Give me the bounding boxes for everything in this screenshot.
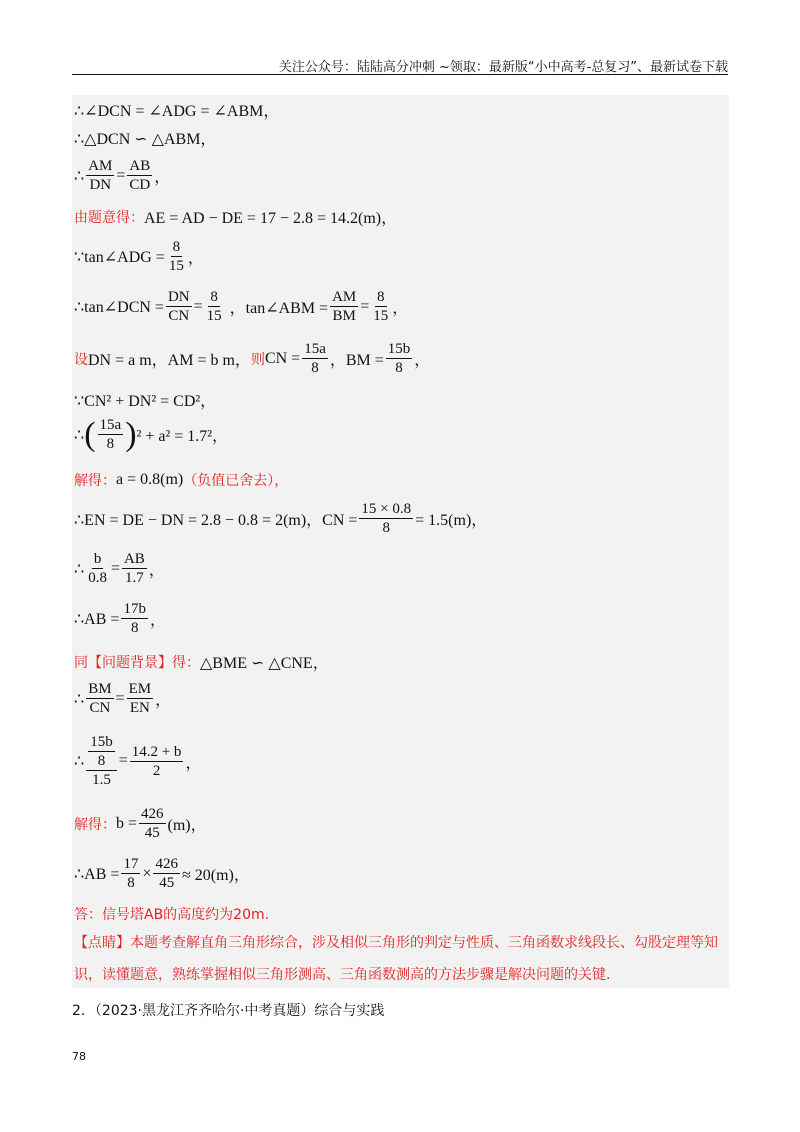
fraction: $\frac{14.2 + b}{2}$ [131,743,182,779]
therefore-symbol: ∴ [74,167,85,185]
header-rule [72,74,728,75]
step-set-variables: 设 DN = a m，AM = b m， 则 CN = $\frac{15a}{8}$ ，BM = $\frac{15b}{8}$ ， [74,341,431,376]
key-point-text: 本题考查解直角三角形综合，涉及相似三角形的判定与性质、三角函数求线段长、勾股定理等知识，读懂题意，熟练掌握相似三角形测高、三角函数测高的方法步骤是解决问题的关键. [74,935,718,983]
fraction: $\frac{8}{15}$ [168,239,184,274]
fraction: $\frac{426}{45}$ [141,806,164,841]
step-tan-equalities: ∴tan∠DCN = $\frac{DN}{CN}$ = $\frac{8}{15}$ ，tan∠ABM = $\frac{AM}{BM}$ = $\frac{8}{15}$ ， [74,289,409,324]
step-similar-triangles: ∴△DCN ∽ △ABM， [74,131,217,148]
fraction: $\frac{AB}{1.7}$ [123,551,145,586]
fraction: $\frac{AM}{DN}$ [88,158,113,193]
fraction: $\frac{15a}{8}$ [304,341,326,376]
step-angle-equal: ∴∠DCN = ∠ADG = ∠ABM， [74,103,280,120]
step-ae-length: 由题意得： AE = AD − DE = 17 − 2.8 = 14.2(m)， [74,205,397,228]
step-solve-a: 解得： a = 0.8(m) （负值已舍去）， [74,471,289,489]
fraction: $\frac{8}{15}$ [373,289,389,324]
page-number: 78 [72,1050,86,1063]
fraction: $\frac{EM}{EN}$ [128,681,152,716]
step-similar-bme-cne: 同【问题背景】得： △BME ∽ △CNE， [74,654,329,672]
fraction: $\frac{BM}{CN}$ [88,681,112,716]
fraction: $\frac{15b}{8}$ [387,341,411,376]
fraction: $\frac{17b}{8}$ [123,601,146,636]
fraction: $\frac{15 \times 0.8}{8}$ [361,501,412,536]
step-pythagoras: ∵CN² + DN² = CD²， [74,393,217,410]
step-nested-fraction: ∴ $\frac{\frac{15b}{8}}{1.5}$ = $\frac{14.2 + b}{2}$ ， [74,734,202,788]
key-point-note [74,927,724,991]
key-point-tag: 【点睛】 [74,935,130,951]
page-header: 关注公众号：陆陆高分冲刺 ~领取：最新版“小中高考-总复习”、最新试卷下载 [278,60,728,75]
fraction: $\frac{AM}{BM}$ [332,289,357,324]
next-question-title: 2．（2023·黑龙江齐齐哈尔·中考真题）综合与实践 [72,1003,385,1019]
step-en-cn: ∴EN = DE − DN = 2.8 − 0.8 = 2(m)，CN = $\frac{15 \times 0.8}{8}$ = 1.5(m)， [74,501,488,536]
step-ratio-bm: ∴ $\frac{BM}{CN}$ = $\frac{EM}{EN}$ ， [74,681,172,716]
fraction: $\frac{17}{8}$ [123,856,139,891]
fraction: $\frac{DN}{CN}$ [167,289,190,324]
step-ratio: ∴ $\frac{AM}{DN}$ = $\frac{AB}{CD}$ ， [74,158,171,193]
fraction: $\frac{15a}{8}$ [99,417,122,452]
fraction: $\frac{AB}{CD}$ [129,158,151,193]
step-ab-value: ∴AB = $\frac{17}{8}$ × $\frac{426}{45}$ ≈ 20(m)， [74,856,250,891]
red-label: 由题意得： [74,209,144,226]
fraction: $\frac{426}{45}$ [155,856,178,891]
answer-line: 答：信号塔AB的高度约为20m. [74,907,270,923]
fraction: $\frac{b}{0.8}$ [88,551,107,586]
step-solve-b: 解得： b = $\frac{426}{45}$ (m)， [74,806,207,841]
step-ratio-b: ∴ $\frac{b}{0.8}$ = $\frac{AB}{1.7}$ ， [74,551,165,586]
fraction: $\frac{8}{15}$ [206,289,222,324]
step-tan-adg: ∵tan∠ADG = $\frac{8}{15}$ ， [74,239,204,274]
nested-fraction: $\frac{\frac{15b}{8}}{1.5}$ [86,733,117,789]
step-ab-expr: ∴AB = $\frac{17b}{8}$ ， [74,601,166,636]
step-equation: ∴ ( $\frac{15a}{8}$ ) ² + a² = 1.7²， [74,415,229,453]
